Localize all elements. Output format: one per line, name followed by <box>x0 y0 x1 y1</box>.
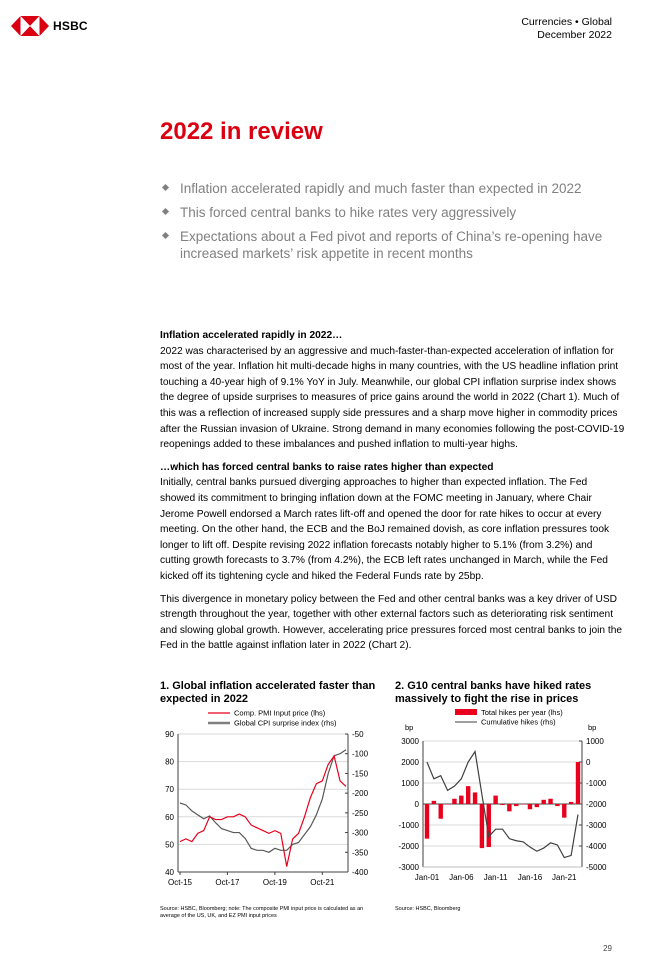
hike-bar <box>521 804 525 805</box>
body-text <box>160 328 625 661</box>
y-tick-right: -4000 <box>586 842 607 851</box>
y-tick-right: -1000 <box>586 779 607 788</box>
page-number: 29 <box>603 944 612 953</box>
y-tick-left: 0 <box>414 800 419 809</box>
chart-2-plot <box>395 706 625 906</box>
y-tick-left: 3000 <box>401 737 419 746</box>
y-tick-right: -100 <box>352 749 369 759</box>
x-tick: Jan-11 <box>483 873 508 882</box>
paragraph: Initially, central banks pursued diverging approaches to higher than expected inflation. The Fed showed its commitment to bringing inflation down at the FOMC meeting in January, where Chair Jerome Powell endorsed a March rates lift-off and opened the door for rate hikes to occur at every meeting. On the other hand, the ECB and the BoJ remained dovish, as core inflation pressures took longer to lift off. Despite revising 2022 inflation forecasts notably higher to 5.1% (from 3.2%) and cutting growth forecasts to 3.7% (from 4.2%), the ECB left rates unchanged in March, while the Fed kicked off its tightening cycle and hiked the Federal Funds rate by 25bp. <box>160 477 610 582</box>
hike-bar <box>555 804 559 806</box>
y-tick-right: -5000 <box>586 863 607 872</box>
chart-2 <box>395 680 625 913</box>
hike-bar <box>514 804 518 806</box>
paragraph: 2022 was characterised by an aggressive and much-faster-than-expected acceleration of inflation for most of the year. Inflation hit multi-decade highs in many countries, with the US headline inflation print touching a 40-year high of 9.1% YoY in July. Meanwhile, our global CPI inflation surprise index shows the degree of upside surprises to measures of price gains around the world in 2022 (Chart 1). Much of this was a reflection of increased supply side pressures and a sharp move higher in commodity prices after the Russian invasion of Ukraine. Strong demand in many economies following the post-COVID-19 reopenings added to these imbalances and pushed inflation to multi-year highs. <box>160 345 625 451</box>
y-tick-left: 60 <box>165 812 174 822</box>
hike-bar <box>562 804 566 818</box>
hike-bar <box>439 804 443 819</box>
y-tick-right: 1000 <box>586 737 604 746</box>
left-unit: bp <box>405 723 414 732</box>
right-unit: bp <box>588 723 597 732</box>
chart-1-title: 1. Global inflation accelerated faster than expected in 2022 <box>160 680 376 705</box>
key-points-list <box>160 180 630 269</box>
diamond-bullet-icon <box>162 232 169 239</box>
x-tick: Jan-01 <box>414 873 440 882</box>
key-point-text: Expectations about a Fed pivot and reports of China’s re-opening have increased markets’ risk appetite in recent months <box>180 229 603 261</box>
hike-bar <box>569 802 573 804</box>
x-tick: Jan-16 <box>517 873 543 882</box>
y-tick-left: 80 <box>165 757 174 767</box>
y-tick-right: -400 <box>352 868 369 877</box>
hsbc-logo <box>11 16 88 36</box>
y-tick-right: -250 <box>352 808 369 818</box>
y-tick-right: -150 <box>352 769 369 779</box>
diamond-bullet-icon <box>162 184 169 191</box>
header-meta <box>521 16 612 42</box>
hsbc-hexagon-icon <box>11 16 49 36</box>
y-tick-right: 0 <box>586 758 591 767</box>
legend-label: Total hikes per year (lhs) <box>481 708 563 717</box>
hike-bar <box>541 800 545 804</box>
chart-2-source: Source: HSBC, Bloomberg <box>395 906 461 912</box>
hike-bar <box>528 804 532 809</box>
y-tick-left: 50 <box>165 840 174 850</box>
hike-bar <box>473 792 477 804</box>
key-point <box>160 204 630 221</box>
key-point-text: This forced central banks to hike rates very aggressively <box>180 205 517 220</box>
hike-bar <box>452 799 456 804</box>
hike-bar <box>548 799 552 804</box>
y-tick-right: -3000 <box>586 821 607 830</box>
y-tick-left: 2000 <box>401 758 419 767</box>
hike-bar <box>480 804 484 848</box>
separator: • <box>575 16 579 28</box>
y-tick-left: -2000 <box>398 842 419 851</box>
key-point-text: Inflation accelerated rapidly and much faster than expected in 2022 <box>180 181 582 196</box>
section-heading: …which has forced central banks to raise rates higher than expected <box>160 461 494 473</box>
y-tick-left: -3000 <box>398 863 419 872</box>
chart-1-plot <box>160 706 390 906</box>
diamond-bullet-icon <box>162 208 169 215</box>
x-tick: Oct-17 <box>215 878 240 887</box>
hike-bar <box>466 786 470 804</box>
hike-bar <box>459 796 463 804</box>
y-tick-left: 40 <box>165 868 174 877</box>
x-tick: Oct-19 <box>262 878 287 887</box>
section-label: Currencies <box>521 16 573 28</box>
y-tick-right: -350 <box>352 848 369 858</box>
legend-swatch-hikes <box>455 709 477 715</box>
x-tick: Oct-21 <box>310 878 335 887</box>
chart-2-title: 2. G10 central banks have hiked rates massively to fight the rise in prices <box>395 680 592 705</box>
hike-bar <box>425 804 429 839</box>
y-tick-left: 90 <box>165 730 174 739</box>
y-tick-left: 1000 <box>401 779 419 788</box>
section-line <box>521 16 612 29</box>
region-label: Global <box>581 16 612 28</box>
x-tick: Jan-21 <box>552 873 577 882</box>
hike-bar <box>535 804 539 807</box>
y-tick-right: -300 <box>352 828 369 838</box>
hike-bar <box>500 804 504 805</box>
key-point <box>160 180 630 197</box>
x-tick: Oct-15 <box>167 878 193 887</box>
report-date: December 2022 <box>537 29 612 41</box>
page-title: 2022 in review <box>160 118 323 145</box>
y-tick-right: -50 <box>352 730 364 739</box>
x-tick: Jan-06 <box>449 873 474 882</box>
section-heading: Inflation accelerated rapidly in 2022… <box>160 330 343 341</box>
chart-1 <box>160 680 390 920</box>
y-tick-right: -2000 <box>586 800 607 809</box>
y-tick-right: -200 <box>352 789 369 799</box>
hike-bar <box>445 804 449 805</box>
legend-label: Global CPI surprise index (rhs) <box>234 718 337 728</box>
hike-bar <box>507 804 511 811</box>
legend-label: Comp. PMI Input price (lhs) <box>234 708 326 718</box>
legend-label: Cumulative hikes (rhs) <box>481 717 556 727</box>
paragraph: This divergence in monetary policy between the Fed and other central banks was a key driver of USD strength throughout the year, together with other external factors such as deteriorating risk sentiment and slowing global growth. However, accelerating price pressures forced most central banks to join the Fed in the battle against inflation later in 2022 (Chart 2). <box>160 593 623 652</box>
y-tick-left: -1000 <box>398 821 419 830</box>
cpi-surprise-line <box>180 750 346 853</box>
key-point <box>160 228 630 262</box>
hike-bar <box>432 801 436 804</box>
hike-bar <box>576 762 580 804</box>
y-tick-left: 70 <box>165 785 174 795</box>
chart-1-source: Source: HSBC, Bloomberg; note: The composite PMI input price is calculated as an average of the US, UK, and EZ PMI input prices <box>160 906 364 919</box>
logo-text: HSBC <box>53 19 88 33</box>
hike-bar <box>493 796 497 804</box>
